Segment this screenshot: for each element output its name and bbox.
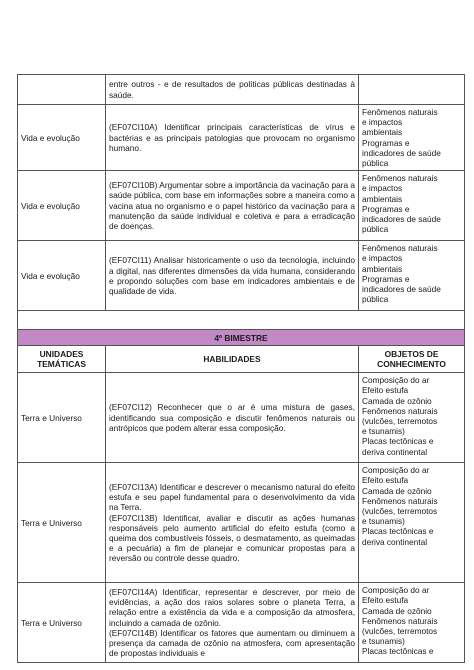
- row-unit: Vida e evolução: [18, 241, 106, 311]
- objeto-line: deriva continental: [362, 536, 428, 547]
- objeto-line: Camada de ozônio: [362, 485, 432, 496]
- objeto-line: (vulcões, terremotos: [362, 416, 438, 427]
- objeto-line: Fenômenos naturais: [362, 243, 438, 254]
- objeto-line: deriva continental: [362, 446, 428, 457]
- objeto-line: ambientais: [362, 263, 403, 274]
- objeto-line: Placas tectônicas e: [362, 436, 434, 447]
- row-unit: [18, 75, 106, 105]
- row-objetos: [359, 373, 465, 463]
- objeto-line: pública: [362, 224, 389, 235]
- row-unit: Vida e evolução: [18, 105, 106, 171]
- objeto-line: Camada de ozônio: [362, 605, 432, 616]
- habilidade-paragraph: (EF07CI13B) Identificar, avaliar e discutir as ações humanas responsáveis pelo aumento artificial do efeito estufa (como a queima dos combustíveis fósseis, o desmatamento, as queimadas e a pecuária) a fim de planejar e comunicar propostas para a reversão ou controle desse quadro.: [109, 512, 355, 564]
- table-row: [18, 75, 465, 105]
- table-header-row: [18, 346, 465, 373]
- objeto-line: Fenômenos naturais: [362, 615, 438, 626]
- row-objetos: [359, 583, 465, 663]
- habilidade-paragraph: (EF07CI12) Reconhecer que o ar é uma mistura de gases, identificando sua composição e discutir fenômenos naturais ou antrópicos que podem alterar essa composição.: [109, 402, 355, 433]
- row-habilidade: [106, 583, 359, 663]
- objeto-line: e impactos: [362, 117, 403, 128]
- table-body-top: [18, 75, 465, 311]
- objeto-line: Composição do ar: [362, 465, 430, 476]
- row-habilidade: [106, 373, 359, 463]
- row-objetos: [359, 463, 465, 583]
- objeto-line: Placas tectônicas e: [362, 526, 434, 537]
- row-habilidade: [106, 463, 359, 583]
- table-row: [18, 373, 465, 463]
- objeto-line: Camada de ozônio: [362, 395, 432, 406]
- objeto-line: Programas e: [362, 137, 410, 148]
- section-separator: [18, 311, 465, 373]
- objeto-line: Programas e: [362, 273, 410, 284]
- spacer-row: [18, 311, 465, 330]
- row-objetos: [359, 105, 465, 171]
- row-objetos: [359, 75, 465, 105]
- objeto-line: Composição do ar: [362, 585, 430, 596]
- objeto-line: e impactos: [362, 183, 403, 194]
- objeto-line: Efeito estufa: [362, 385, 409, 396]
- table-row: [18, 583, 465, 663]
- objeto-line: indicadores de saúde: [362, 214, 441, 225]
- objeto-line: Programas e: [362, 203, 410, 214]
- objeto-line: Efeito estufa: [362, 475, 409, 486]
- objeto-line: ambientais: [362, 127, 403, 138]
- table-row: [18, 105, 465, 171]
- row-habilidade: entre outros - e de resultados de políticas públicas destinadas à saúde.: [106, 75, 359, 105]
- objeto-line: (vulcões, terremotos: [362, 626, 438, 637]
- bimestre-band: [18, 330, 465, 346]
- row-unit: Terra e Universo: [18, 583, 106, 663]
- objeto-line: e tsunamis): [362, 426, 405, 437]
- row-habilidade: (EF07CI10A) Identificar principais características de vírus e bactérias e as principais patologias que provocam no organismo humano.: [106, 105, 359, 171]
- objeto-line: Efeito estufa: [362, 595, 409, 606]
- objeto-line: pública: [362, 294, 389, 305]
- objeto-line: Fenômenos naturais: [362, 495, 438, 506]
- objeto-line: Fenômenos naturais: [362, 173, 438, 184]
- habilidade-paragraph: (EF07CI14A) Identificar, representar e descrever, por meio de evidências, a ação dos raios solares sobre o planeta Terra, a relação entre a existência da vida e a composição da atmosfera, incluindo a camada de ozônio.: [109, 587, 355, 628]
- objeto-line: e tsunamis): [362, 636, 405, 647]
- habilidade-paragraph: (EF07CI14B) Identificar os fatores que aumentam ou diminuem a presença da camada de ozônio na atmosfera, com apresentação de propostas individuais e: [109, 627, 355, 659]
- objeto-line: Composição do ar: [362, 375, 430, 386]
- row-unit: Terra e Universo: [18, 373, 106, 463]
- bimestre-title: 4º BIMESTRE: [18, 330, 465, 346]
- curriculum-table-page: [17, 74, 464, 663]
- row-unit: Terra e Universo: [18, 463, 106, 583]
- table-row: [18, 241, 465, 311]
- header-objetos: OBJETOS DE CONHECIMENTO: [359, 346, 465, 373]
- objeto-line: Placas tectônicas e: [362, 646, 434, 657]
- header-unidades: UNIDADES TEMÁTICAS: [18, 346, 106, 373]
- objeto-line: indicadores de saúde: [362, 284, 441, 295]
- objeto-line: Fenômenos naturais: [362, 107, 438, 117]
- objeto-line: (vulcões, terremotos: [362, 506, 438, 517]
- objeto-line: ambientais: [362, 193, 403, 204]
- row-objetos: [359, 171, 465, 241]
- table-row: [18, 463, 465, 583]
- row-habilidade: (EF07CI11) Analisar historicamente o uso da tecnologia, incluindo a digital, nas diferentes dimensões da vida humana, considerando e propondo soluções com base em indicadores ambientais e de qualidade de vida.: [106, 241, 359, 311]
- table-body-bottom: [18, 373, 465, 663]
- objeto-line: indicadores de saúde: [362, 147, 441, 158]
- objeto-line: Fenômenos naturais: [362, 405, 438, 416]
- row-objetos: [359, 241, 465, 311]
- row-unit: Vida e evolução: [18, 171, 106, 241]
- objeto-line: pública: [362, 158, 389, 169]
- habilidade-paragraph: (EF07CI13A) Identificar e descrever o mecanismo natural do efeito estufa e seu papel fundamental para o desenvolvimento da vida na Terra.: [109, 481, 355, 513]
- curriculum-table: [17, 74, 465, 663]
- header-habilidades: HABILIDADES: [106, 346, 359, 373]
- objeto-line: e tsunamis): [362, 516, 405, 527]
- table-row: [18, 171, 465, 241]
- row-habilidade: (EF07CI10B) Argumentar sobre a importância da vacinação para a saúde pública, com base em informações sobre a maneira como a vacina atua no organismo e o papel histórico da vacinação para a manutenção da saúde individual e coletiva e para a erradicação de doenças.: [106, 171, 359, 241]
- objeto-line: e impactos: [362, 253, 403, 264]
